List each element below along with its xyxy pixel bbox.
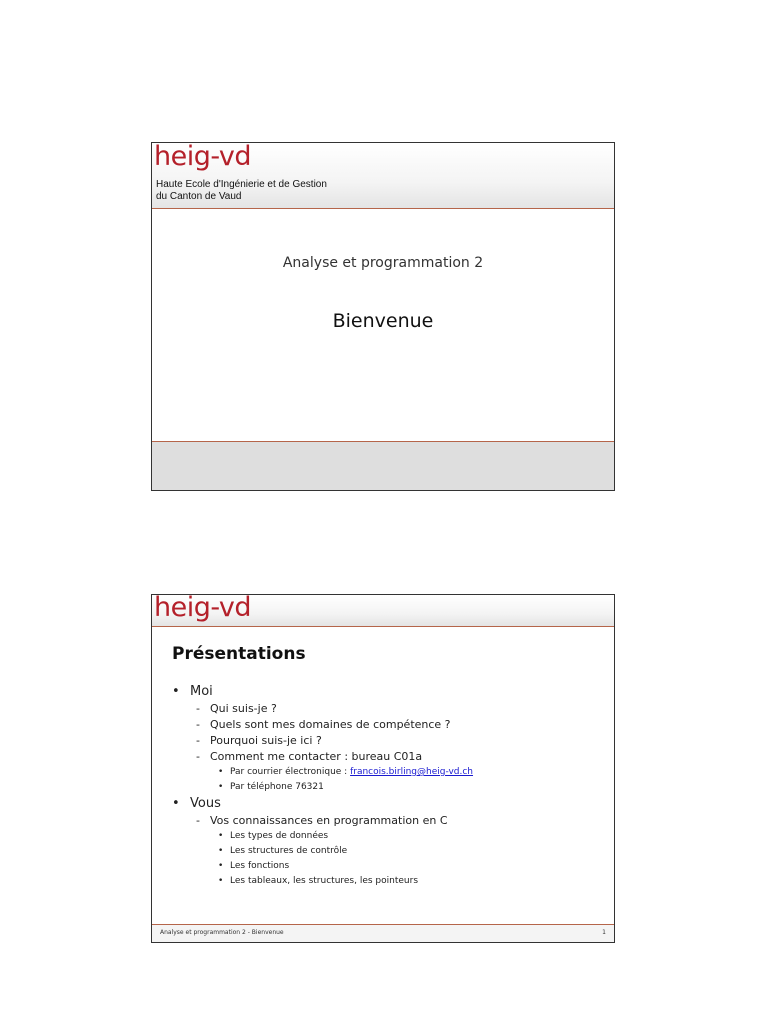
footer-text: Analyse et programmation 2 - Bienvenue [160,929,284,936]
page-number: 1 [602,929,606,936]
list-item-text: Qui suis-je ? [210,702,277,715]
list-item-text: Les structures de contrôle [230,846,348,856]
list-item [172,813,604,829]
email-link[interactable]: francois.birling@heig-vd.ch [350,767,474,777]
list-item [172,765,604,780]
list-item-text: Moi [190,684,213,699]
slide-footer [152,924,614,942]
school-name [156,179,327,203]
list-item-text: Vos connaissances en programmation en C [210,814,448,827]
list-item-text: Comment me contacter : bureau C01a [210,750,423,763]
school-name-line1: Haute Ecole d'Ingénierie et de Gestion [156,179,327,190]
course-name: Analyse et programmation 2 [282,255,484,271]
bullet-list [172,683,604,889]
list-item [172,749,604,765]
list-item [172,683,604,701]
bullet-icon: • [218,876,224,886]
list-item-text: Les fonctions [230,861,290,871]
slide-title: Présentations [172,644,306,664]
bullet-icon: • [172,796,180,811]
list-item-text: Vous [190,796,221,811]
slide-footer-band [152,441,614,490]
list-item [172,795,604,813]
heig-vd-logo: heig-vd [154,592,251,623]
bullet-icon: • [218,782,224,792]
heig-vd-logo: heig-vd [154,141,251,172]
school-name-line2: du Canton de Vaud [156,191,242,202]
list-item [172,717,604,733]
list-item [172,844,604,859]
bullet-icon: • [218,767,224,777]
slide-header [152,592,614,627]
bullet-icon: • [218,861,224,871]
bullet-icon: • [172,684,180,699]
list-item-text: Quels sont mes domaines de compétence ? [210,718,451,731]
list-item [172,829,604,844]
list-item [172,859,604,874]
list-item-text: Les types de données [230,831,329,841]
dash-icon: - [196,702,200,715]
list-item [172,780,604,795]
list-item [172,874,604,889]
dash-icon: - [196,718,200,731]
list-item [172,701,604,717]
title-slide [151,142,615,491]
dash-icon: - [196,814,200,827]
presentations-slide [151,594,615,943]
list-item [172,733,604,749]
list-item-text: Par téléphone 76321 [230,782,324,792]
bullet-icon: • [218,831,224,841]
dash-icon: - [196,750,200,763]
dash-icon: - [196,734,200,747]
list-item-text: Les tableaux, les structures, les pointeurs [230,876,419,886]
list-item-text: Par courrier électronique : [230,767,351,777]
slide-header [152,143,614,209]
slide-title: Bienvenue [332,310,434,332]
bullet-icon: • [218,846,224,856]
list-item-text: Pourquoi suis-je ici ? [210,734,322,747]
